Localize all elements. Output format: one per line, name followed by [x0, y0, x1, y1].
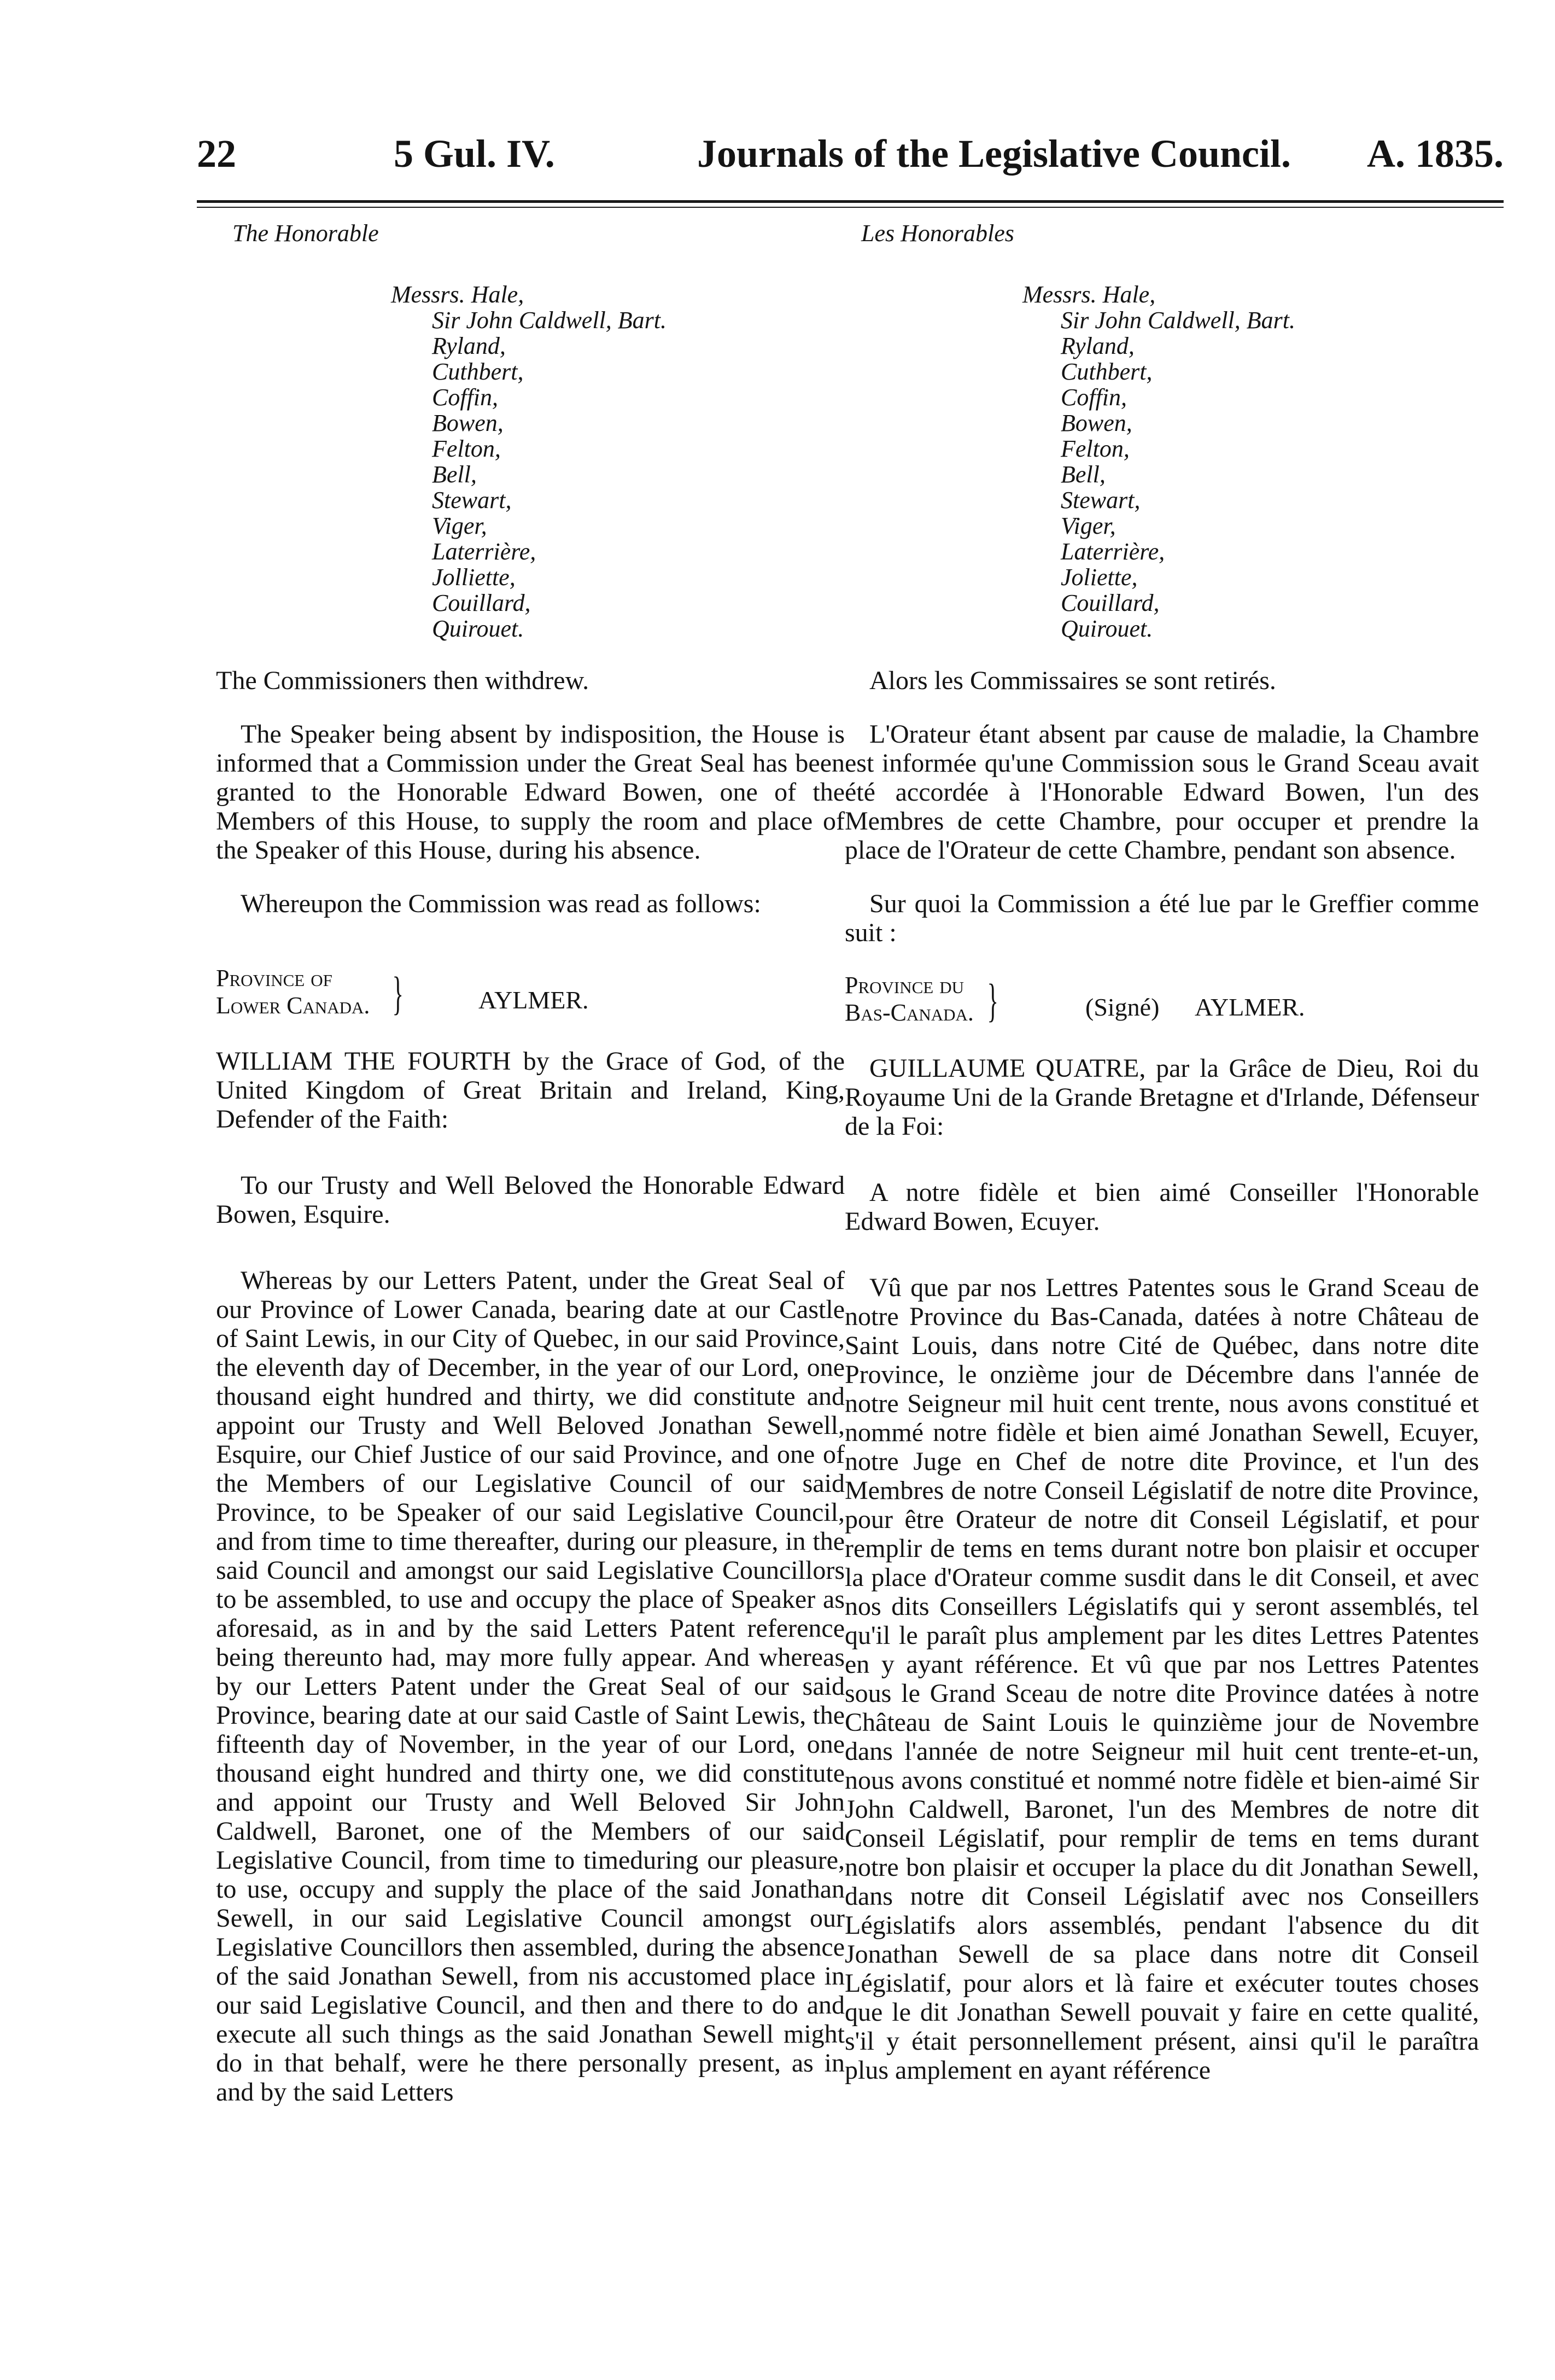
header-rule [197, 200, 1504, 203]
whereas-paragraph: Vû que par nos Lettres Patentes sous le Grand Sceau de notre Province du Bas-Canada, datées à notre Château de Saint Louis, dans notre Cité de Québec, dans notre dite Province, le onzième jour de Décembre dans l'année de notre Seigneur mil huit cent trente, nous avons constitué et nommé notre fidèle et bien aimé Jonathan Sewell, Ecuyer, notre Juge en Chef de notre dite Province, et l'un des Membres de notre Conseil Législatif de notre dite Province, pour être Orateur de notre dit Conseil Législatif, et pour remplir de tems en tems durant notre bon plaisir et occuper la place d'Orateur comme susdit dans le dit Conseil, et avec nos dits Conseillers Législatifs qui y seront assemblés, tel qu'il le paraît plus amplement par les dites Lettres Patentes en y ayant référence. Et vû que par nos Lettres Patentes sous le Grand Sceau de notre dite Province datées à notre Château de Saint Louis le quinzième jour de Novembre dans l'année de notre Seigneur mil huit cent trente-et-un, nous avons constitué et nommé notre fidèle et bien-aimé Sir John Caldwell, Baronet, l'un des Membres de notre dit Conseil Législatif, pour remplir de tems en tems durant notre bon plaisir et occuper la place du dit Jonathan Sewell, dans notre dit Conseil Législatif avec nos Conseillers Législatifs alors assemblés, pendant l'absence du dit Jonathan Sewell de sa place dans notre dit Conseil Législatif, pour alors et là faire et exécuter toutes choses que le dit Jonathan Sewell pouvait y faire en cette qualité, s'il y était personnellement présent, ainsi qu'il le paraîtra plus amplement en ayant référence [845, 1273, 1479, 2085]
whereas-paragraph: Whereas by our Letters Patent, under the Great Seal of our Province of Lower Canada, bearing date at our Castle of Saint Lewis, in our City of Quebec, in our said Province, the eleventh day of December, in the year of our Lord, one thousand eight hundred and thirty, we did constitute and appoint our Trusty and Well Beloved Jonathan Sewell, Esquire, our Chief Justice of our said Province, and one of the Members of our Legislative Council of our said Province, to be Speaker of our said Legislative Council, and from time to time thereafter, during our pleasure, in the said Council and amongst our said Legislative Councillors to be assembled, to use and occupy the place of Speaker as aforesaid, as in and by the said Letters Patent reference being thereunto had, may more fully appear. And whereas by our Letters Patent under the Great Seal of our said Province, bearing date at our said Castle of Saint Lewis, the fifteenth day of November, in the year of our Lord, one thousand eight hundred and thirty one, we did constitute and appoint our Trusty and Well Beloved Sir John Caldwell, Baronet, one of the Members of our said Legislative Council, from time to timeduring our pleasure, to use, occupy and supply the place of the said Jonathan Sewell, in our said Legislative Council amongst our Legislative Councillors then assembled, during the absence of the said Jonathan Sewell, from nis accustomed place in our said Legislative Council, and then and there to do and execute all such things as the said Jonathan Sewell might do in that behalf, were he there personally present, as in and by the said Letters [216, 1266, 845, 2107]
brace-glyph: } [987, 974, 998, 1026]
list-item: Cuthbert, [432, 358, 524, 385]
signe-label: (Signé) [1085, 993, 1160, 1021]
list-item: Felton, [432, 435, 501, 462]
calendar-year: A. 1835. [1367, 132, 1504, 176]
whereupon-text: Whereupon the Commission was read as follows: [241, 889, 761, 918]
province-signature-block [845, 972, 1479, 1037]
list-item: Viger, [432, 512, 487, 539]
province-label: Province of Lower Canada. [216, 965, 370, 1019]
members-lead: Les Honorables [861, 220, 1014, 247]
regnal-year: 5 Gul. IV. [394, 132, 555, 176]
province-label: Province du Bas-Canada. [845, 972, 974, 1026]
province-signature-block [216, 965, 845, 1030]
brace-glyph: } [392, 967, 404, 1019]
list-item: Ryland, [432, 332, 506, 359]
list-item: Messrs. Hale, [1022, 281, 1156, 308]
list-item: Felton, [1061, 435, 1130, 462]
members-lead: The Honorable [232, 220, 379, 247]
list-item: Laterrière, [1061, 538, 1165, 565]
running-title: Journals of the Legislative Council. [697, 132, 1291, 176]
withdrew-text: Alors les Commissaires se sont retirés. [869, 666, 1276, 695]
header-rule-thin [197, 207, 1504, 208]
whereupon-text: Sur quoi la Commission a été lue par le Greffier comme suit : [845, 889, 1479, 947]
list-item: Quirouet. [432, 615, 524, 642]
page-header [197, 124, 1504, 184]
list-item: Quirouet. [1061, 615, 1153, 642]
list-item: Viger, [1061, 512, 1116, 539]
list-item: Cuthbert, [1061, 358, 1153, 385]
list-item: Sir John Caldwell, Bart. [1061, 307, 1295, 334]
list-item: Coffin, [432, 384, 499, 411]
address-paragraph: A notre fidèle et bien aimé Conseiller l'Honorable Edward Bowen, Ecuyer. [845, 1178, 1479, 1236]
list-item: Sir John Caldwell, Bart. [432, 307, 667, 334]
royal-style-paragraph: GUILLAUME QUATRE, par la Grâce de Dieu, Roi du Royaume Uni de la Grande Bretagne et d'Irlande, Défenseur de la Foi: [845, 1054, 1479, 1141]
list-item: Couillard, [432, 590, 531, 616]
signature-aylmer: AYLMER. [478, 986, 589, 1014]
list-item: Joliette, [1061, 564, 1138, 591]
list-item: Messrs. Hale, [391, 281, 524, 308]
list-item: Bell, [432, 461, 477, 488]
withdrew-text: The Commissioners then withdrew. [216, 666, 589, 695]
members-list [216, 282, 845, 641]
members-list [845, 282, 1479, 641]
list-item: Laterrière, [432, 538, 536, 565]
list-item: Bowen, [1061, 410, 1132, 436]
list-item: Bell, [1061, 461, 1106, 488]
signature-aylmer: AYLMER. [1195, 993, 1305, 1021]
french-column [845, 219, 1479, 2109]
list-item: Couillard, [1061, 590, 1160, 616]
address-paragraph: To our Trusty and Well Beloved the Honorable Edward Bowen, Esquire. [216, 1171, 845, 1229]
list-item: Jolliette, [432, 564, 516, 591]
royal-style-paragraph: WILLIAM THE FOURTH by the Grace of God, of the United Kingdom of Great Britain and Ireland, King, Defender of the Faith: [216, 1047, 845, 1134]
list-item: Coffin, [1061, 384, 1127, 411]
speaker-absent-paragraph: L'Orateur étant absent par cause de maladie, la Chambre est informée qu'une Commission sous le Grand Sceau avait été accordée à l'Honorable Edward Bowen, l'un des Membres de cette Chambre, pour occuper et prendre la place de l'Orateur de cette Chambre, pendant son absence. [845, 720, 1479, 865]
english-column [216, 219, 845, 2131]
list-item: Ryland, [1061, 332, 1135, 359]
list-item: Stewart, [1061, 487, 1141, 514]
list-item: Bowen, [432, 410, 504, 436]
page-number: 22 [197, 132, 236, 176]
list-item: Stewart, [432, 487, 512, 514]
speaker-absent-paragraph: The Speaker being absent by indisposition, the House is informed that a Commission under the Great Seal has been granted to the Honorable Edward Bowen, one of the Members of this House, to supply the room and place of the Speaker of this House, during his absence. [216, 720, 845, 865]
